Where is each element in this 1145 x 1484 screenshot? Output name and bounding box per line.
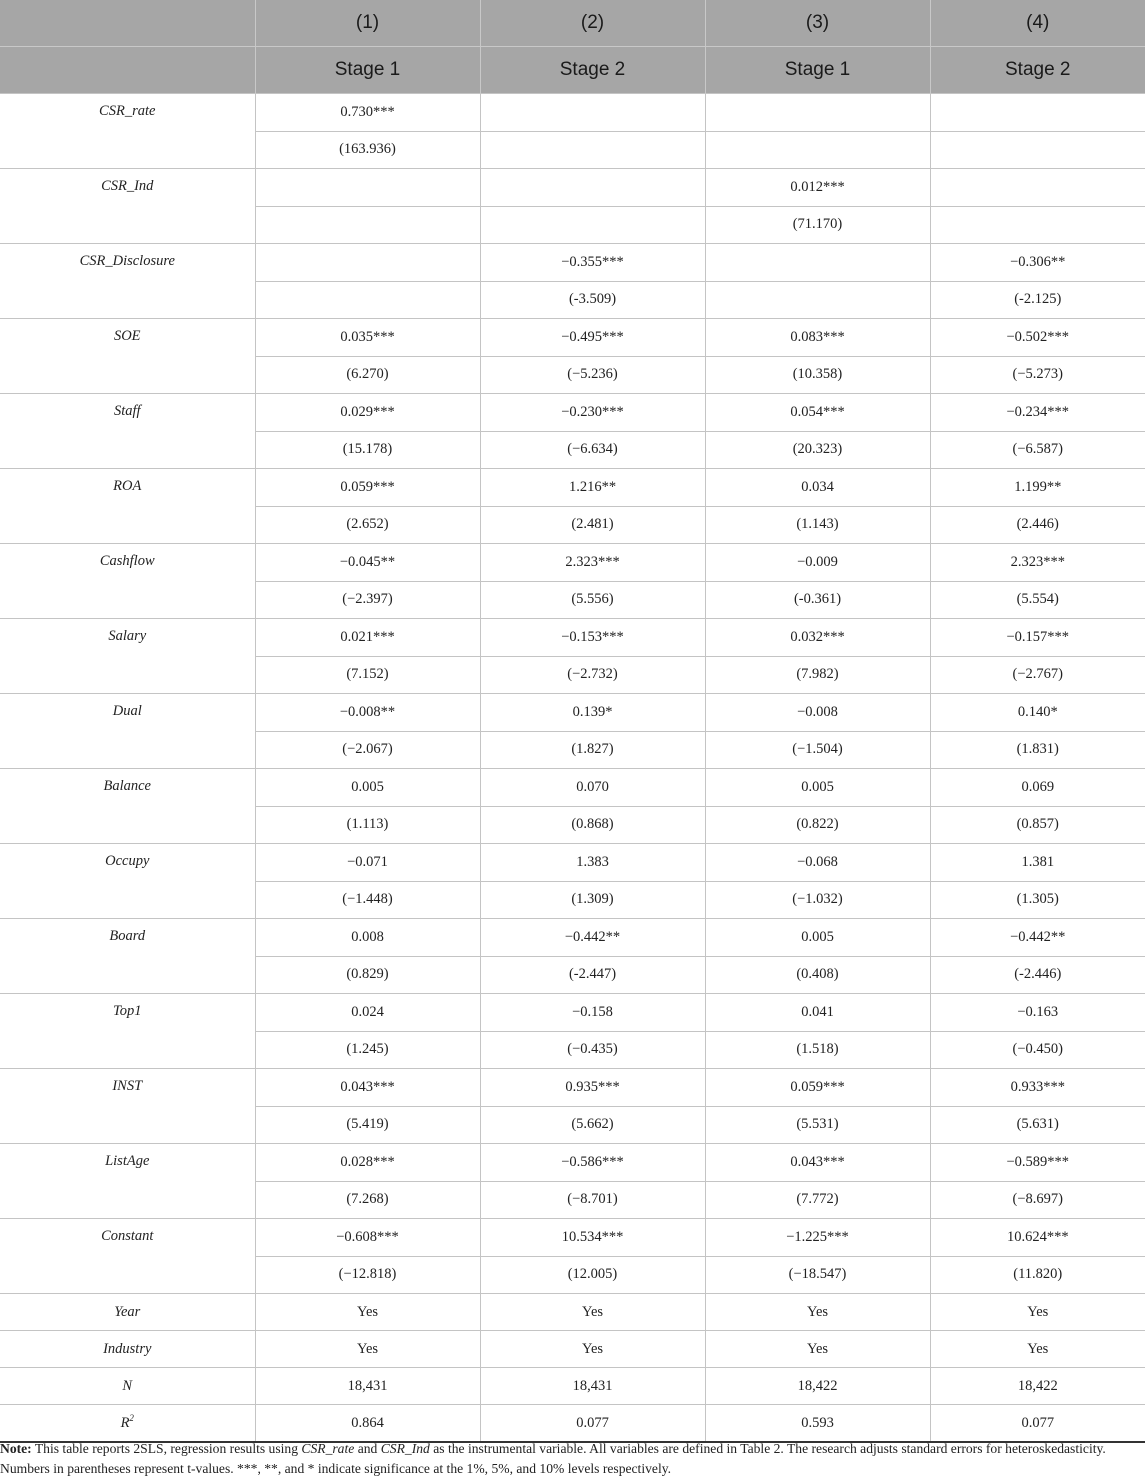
variable-name: Cashflow bbox=[0, 544, 255, 619]
header-row-stages bbox=[0, 47, 1145, 94]
coefficient-cell: 0.069 bbox=[930, 769, 1145, 807]
note-text: as the instrumental variable. All variables are defined in Table 2. The research adjusts standard errors for heteroskedasticity. Numbers in parentheses represent t-values. ***, **, and * indicate significance at the 1%, 5%, and 10% levels respectively. bbox=[0, 1441, 1106, 1476]
t-value-cell: (1.827) bbox=[480, 731, 705, 769]
t-value-cell: (7.772) bbox=[705, 1181, 930, 1219]
coefficient-cell: −0.008 bbox=[705, 694, 930, 732]
t-value-cell: (7.152) bbox=[255, 656, 480, 694]
coefficient-cell bbox=[480, 169, 705, 207]
t-value-cell: (−6.634) bbox=[480, 431, 705, 469]
table-row-coefficient bbox=[0, 169, 1145, 207]
table-row-coefficient bbox=[0, 994, 1145, 1032]
coefficient-cell: −0.068 bbox=[705, 844, 930, 882]
t-value-cell: (0.822) bbox=[705, 806, 930, 844]
control-value-cell: 18,422 bbox=[705, 1368, 930, 1405]
coefficient-cell: 0.035*** bbox=[255, 319, 480, 357]
coefficient-cell bbox=[705, 244, 930, 282]
t-value-cell: (15.178) bbox=[255, 431, 480, 469]
t-value-cell: (2.481) bbox=[480, 506, 705, 544]
table-row-coefficient bbox=[0, 394, 1145, 432]
coefficient-cell: 0.059*** bbox=[255, 469, 480, 507]
coefficient-cell bbox=[930, 169, 1145, 207]
header-corner bbox=[0, 0, 255, 47]
table-row-control bbox=[0, 1294, 1145, 1331]
t-value-cell: (1.831) bbox=[930, 731, 1145, 769]
t-value-cell: (-0.361) bbox=[705, 581, 930, 619]
coefficient-cell: 0.012*** bbox=[705, 169, 930, 207]
coefficient-cell: −0.071 bbox=[255, 844, 480, 882]
variable-label: Year bbox=[114, 1303, 141, 1320]
variable-label: R bbox=[120, 1414, 130, 1431]
coefficient-cell: 0.140* bbox=[930, 694, 1145, 732]
coefficient-cell: −0.230*** bbox=[480, 394, 705, 432]
t-value-cell: (1.143) bbox=[705, 506, 930, 544]
table-row-control bbox=[0, 1331, 1145, 1368]
column-stage: Stage 1 bbox=[255, 47, 480, 94]
column-stage: Stage 2 bbox=[480, 47, 705, 94]
table-row-coefficient bbox=[0, 1144, 1145, 1182]
coefficient-cell bbox=[705, 94, 930, 132]
t-value-cell: (5.531) bbox=[705, 1106, 930, 1144]
table-row-control bbox=[0, 1368, 1145, 1405]
variable-name: Staff bbox=[0, 394, 255, 469]
coefficient-cell: 0.730*** bbox=[255, 94, 480, 132]
table-row-coefficient bbox=[0, 544, 1145, 582]
coefficient-cell: −0.008** bbox=[255, 694, 480, 732]
control-value-cell: 0.593 bbox=[705, 1405, 930, 1443]
table-row-coefficient bbox=[0, 1219, 1145, 1257]
coefficient-cell: 0.043*** bbox=[255, 1069, 480, 1107]
variable-name: CSR_rate bbox=[0, 94, 255, 169]
variable-name bbox=[0, 1368, 255, 1405]
t-value-cell: (-2.446) bbox=[930, 956, 1145, 994]
variable-label: N bbox=[122, 1377, 133, 1394]
t-value-cell: (−8.697) bbox=[930, 1181, 1145, 1219]
column-number: (3) bbox=[705, 0, 930, 47]
table-row-coefficient bbox=[0, 319, 1145, 357]
t-value-cell: (1.113) bbox=[255, 806, 480, 844]
variable-name: CSR_Disclosure bbox=[0, 244, 255, 319]
control-value-cell: Yes bbox=[480, 1294, 705, 1331]
coefficient-cell: 1.383 bbox=[480, 844, 705, 882]
coefficient-cell: −0.502*** bbox=[930, 319, 1145, 357]
t-value-cell bbox=[930, 206, 1145, 244]
coefficient-cell: 1.199** bbox=[930, 469, 1145, 507]
t-value-cell: (7.268) bbox=[255, 1181, 480, 1219]
coefficient-cell: 0.139* bbox=[480, 694, 705, 732]
coefficient-cell: −0.009 bbox=[705, 544, 930, 582]
t-value-cell: (-3.509) bbox=[480, 281, 705, 319]
note-text: This table reports 2SLS, regression results using bbox=[31, 1441, 302, 1456]
coefficient-cell: −0.163 bbox=[930, 994, 1145, 1032]
coefficient-cell: −1.225*** bbox=[705, 1219, 930, 1257]
coefficient-cell: −0.442** bbox=[930, 919, 1145, 957]
t-value-cell: (−1.504) bbox=[705, 731, 930, 769]
t-value-cell bbox=[480, 131, 705, 169]
coefficient-cell: −0.586*** bbox=[480, 1144, 705, 1182]
coefficient-cell: −0.495*** bbox=[480, 319, 705, 357]
t-value-cell: (20.323) bbox=[705, 431, 930, 469]
column-number: (4) bbox=[930, 0, 1145, 47]
variable-name: Balance bbox=[0, 769, 255, 844]
t-value-cell: (163.936) bbox=[255, 131, 480, 169]
note-variable: CSR_Ind bbox=[380, 1441, 430, 1456]
t-value-cell: (−8.701) bbox=[480, 1181, 705, 1219]
t-value-cell bbox=[705, 131, 930, 169]
coefficient-cell: −0.157*** bbox=[930, 619, 1145, 657]
t-value-cell: (−1.448) bbox=[255, 881, 480, 919]
table-row-control bbox=[0, 1405, 1145, 1443]
coefficient-cell: 0.041 bbox=[705, 994, 930, 1032]
coefficient-cell: 0.029*** bbox=[255, 394, 480, 432]
t-value-cell: (71.170) bbox=[705, 206, 930, 244]
header-corner bbox=[0, 47, 255, 94]
table-body bbox=[0, 94, 1145, 1443]
coefficient-cell bbox=[255, 169, 480, 207]
t-value-cell: (6.270) bbox=[255, 356, 480, 394]
variable-name: Board bbox=[0, 919, 255, 994]
coefficient-cell: 0.070 bbox=[480, 769, 705, 807]
t-value-cell: (11.820) bbox=[930, 1256, 1145, 1294]
control-value-cell: 0.864 bbox=[255, 1405, 480, 1443]
note-label: Note: bbox=[0, 1441, 32, 1456]
coefficient-cell: 1.216** bbox=[480, 469, 705, 507]
coefficient-cell: 1.381 bbox=[930, 844, 1145, 882]
control-value-cell: Yes bbox=[930, 1331, 1145, 1368]
coefficient-cell: 0.032*** bbox=[705, 619, 930, 657]
t-value-cell: (−2.732) bbox=[480, 656, 705, 694]
coefficient-cell: 2.323*** bbox=[480, 544, 705, 582]
coefficient-cell: 0.933*** bbox=[930, 1069, 1145, 1107]
table-row-coefficient bbox=[0, 469, 1145, 507]
coefficient-cell: 2.323*** bbox=[930, 544, 1145, 582]
control-value-cell: Yes bbox=[255, 1331, 480, 1368]
variable-name: ROA bbox=[0, 469, 255, 544]
variable-name: Salary bbox=[0, 619, 255, 694]
variable-name: Occupy bbox=[0, 844, 255, 919]
t-value-cell: (−1.032) bbox=[705, 881, 930, 919]
coefficient-cell: 0.021*** bbox=[255, 619, 480, 657]
coefficient-cell: 0.008 bbox=[255, 919, 480, 957]
t-value-cell: (-2.447) bbox=[480, 956, 705, 994]
table-row-coefficient bbox=[0, 694, 1145, 732]
control-value-cell: 18,422 bbox=[930, 1368, 1145, 1405]
table-row-coefficient bbox=[0, 919, 1145, 957]
t-value-cell: (0.829) bbox=[255, 956, 480, 994]
control-value-cell: 0.077 bbox=[930, 1405, 1145, 1443]
coefficient-cell: −0.608*** bbox=[255, 1219, 480, 1257]
t-value-cell: (−0.435) bbox=[480, 1031, 705, 1069]
variable-name: Top1 bbox=[0, 994, 255, 1069]
t-value-cell: (−6.587) bbox=[930, 431, 1145, 469]
t-value-cell: (−12.818) bbox=[255, 1256, 480, 1294]
coefficient-cell: 0.024 bbox=[255, 994, 480, 1032]
table-note bbox=[0, 1439, 1140, 1479]
t-value-cell: (7.982) bbox=[705, 656, 930, 694]
control-value-cell: 18,431 bbox=[255, 1368, 480, 1405]
variable-name: INST bbox=[0, 1069, 255, 1144]
t-value-cell: (−2.067) bbox=[255, 731, 480, 769]
t-value-cell: (5.662) bbox=[480, 1106, 705, 1144]
t-value-cell: (5.556) bbox=[480, 581, 705, 619]
t-value-cell: (0.857) bbox=[930, 806, 1145, 844]
table-row-coefficient bbox=[0, 619, 1145, 657]
table-row-coefficient bbox=[0, 844, 1145, 882]
t-value-cell: (1.518) bbox=[705, 1031, 930, 1069]
t-value-cell: (1.245) bbox=[255, 1031, 480, 1069]
coefficient-cell: −0.306** bbox=[930, 244, 1145, 282]
t-value-cell: (2.446) bbox=[930, 506, 1145, 544]
variable-name: CSR_Ind bbox=[0, 169, 255, 244]
coefficient-cell: 10.534*** bbox=[480, 1219, 705, 1257]
coefficient-cell bbox=[255, 244, 480, 282]
table-row-coefficient bbox=[0, 244, 1145, 282]
column-number: (1) bbox=[255, 0, 480, 47]
variable-superscript: 2 bbox=[129, 1412, 134, 1423]
variable-name: Dual bbox=[0, 694, 255, 769]
t-value-cell: (−5.236) bbox=[480, 356, 705, 394]
coefficient-cell: −0.589*** bbox=[930, 1144, 1145, 1182]
t-value-cell: (5.631) bbox=[930, 1106, 1145, 1144]
coefficient-cell: 0.083*** bbox=[705, 319, 930, 357]
variable-label: Industry bbox=[103, 1340, 152, 1357]
header-row-columns bbox=[0, 0, 1145, 47]
coefficient-cell: 0.028*** bbox=[255, 1144, 480, 1182]
column-stage: Stage 1 bbox=[705, 47, 930, 94]
table-row-coefficient bbox=[0, 94, 1145, 132]
t-value-cell: (0.408) bbox=[705, 956, 930, 994]
t-value-cell: (0.868) bbox=[480, 806, 705, 844]
t-value-cell: (-2.125) bbox=[930, 281, 1145, 319]
coefficient-cell: −0.234*** bbox=[930, 394, 1145, 432]
t-value-cell bbox=[255, 206, 480, 244]
t-value-cell: (−0.450) bbox=[930, 1031, 1145, 1069]
control-value-cell: Yes bbox=[930, 1294, 1145, 1331]
table-row-coefficient bbox=[0, 1069, 1145, 1107]
coefficient-cell: 0.043*** bbox=[705, 1144, 930, 1182]
t-value-cell: (−18.547) bbox=[705, 1256, 930, 1294]
t-value-cell: (1.309) bbox=[480, 881, 705, 919]
t-value-cell bbox=[480, 206, 705, 244]
control-value-cell: 0.077 bbox=[480, 1405, 705, 1443]
t-value-cell: (1.305) bbox=[930, 881, 1145, 919]
t-value-cell bbox=[930, 131, 1145, 169]
coefficient-cell: −0.158 bbox=[480, 994, 705, 1032]
coefficient-cell: −0.153*** bbox=[480, 619, 705, 657]
variable-name: SOE bbox=[0, 319, 255, 394]
t-value-cell: (−2.397) bbox=[255, 581, 480, 619]
t-value-cell: (−5.273) bbox=[930, 356, 1145, 394]
coefficient-cell bbox=[480, 94, 705, 132]
t-value-cell bbox=[705, 281, 930, 319]
table-row-coefficient bbox=[0, 769, 1145, 807]
control-value-cell: Yes bbox=[255, 1294, 480, 1331]
t-value-cell: (2.652) bbox=[255, 506, 480, 544]
t-value-cell bbox=[255, 281, 480, 319]
t-value-cell: (12.005) bbox=[480, 1256, 705, 1294]
table-header bbox=[0, 0, 1145, 94]
variable-name bbox=[0, 1294, 255, 1331]
variable-name: ListAge bbox=[0, 1144, 255, 1219]
control-value-cell: Yes bbox=[705, 1294, 930, 1331]
t-value-cell: (10.358) bbox=[705, 356, 930, 394]
coefficient-cell: 0.005 bbox=[705, 769, 930, 807]
t-value-cell: (−2.767) bbox=[930, 656, 1145, 694]
t-value-cell: (5.554) bbox=[930, 581, 1145, 619]
coefficient-cell: 0.034 bbox=[705, 469, 930, 507]
column-number: (2) bbox=[480, 0, 705, 47]
coefficient-cell: 0.005 bbox=[705, 919, 930, 957]
variable-name bbox=[0, 1331, 255, 1368]
coefficient-cell: 0.005 bbox=[255, 769, 480, 807]
coefficient-cell: 10.624*** bbox=[930, 1219, 1145, 1257]
control-value-cell: Yes bbox=[705, 1331, 930, 1368]
variable-name bbox=[0, 1405, 255, 1443]
coefficient-cell: −0.442** bbox=[480, 919, 705, 957]
note-variable: CSR_rate bbox=[301, 1441, 355, 1456]
control-value-cell: 18,431 bbox=[480, 1368, 705, 1405]
coefficient-cell: 0.059*** bbox=[705, 1069, 930, 1107]
variable-name: Constant bbox=[0, 1219, 255, 1294]
coefficient-cell: 0.935*** bbox=[480, 1069, 705, 1107]
note-text: and bbox=[354, 1441, 381, 1456]
column-stage: Stage 2 bbox=[930, 47, 1145, 94]
coefficient-cell: −0.355*** bbox=[480, 244, 705, 282]
t-value-cell: (5.419) bbox=[255, 1106, 480, 1144]
coefficient-cell: −0.045** bbox=[255, 544, 480, 582]
control-value-cell: Yes bbox=[480, 1331, 705, 1368]
coefficient-cell: 0.054*** bbox=[705, 394, 930, 432]
coefficient-cell bbox=[930, 94, 1145, 132]
